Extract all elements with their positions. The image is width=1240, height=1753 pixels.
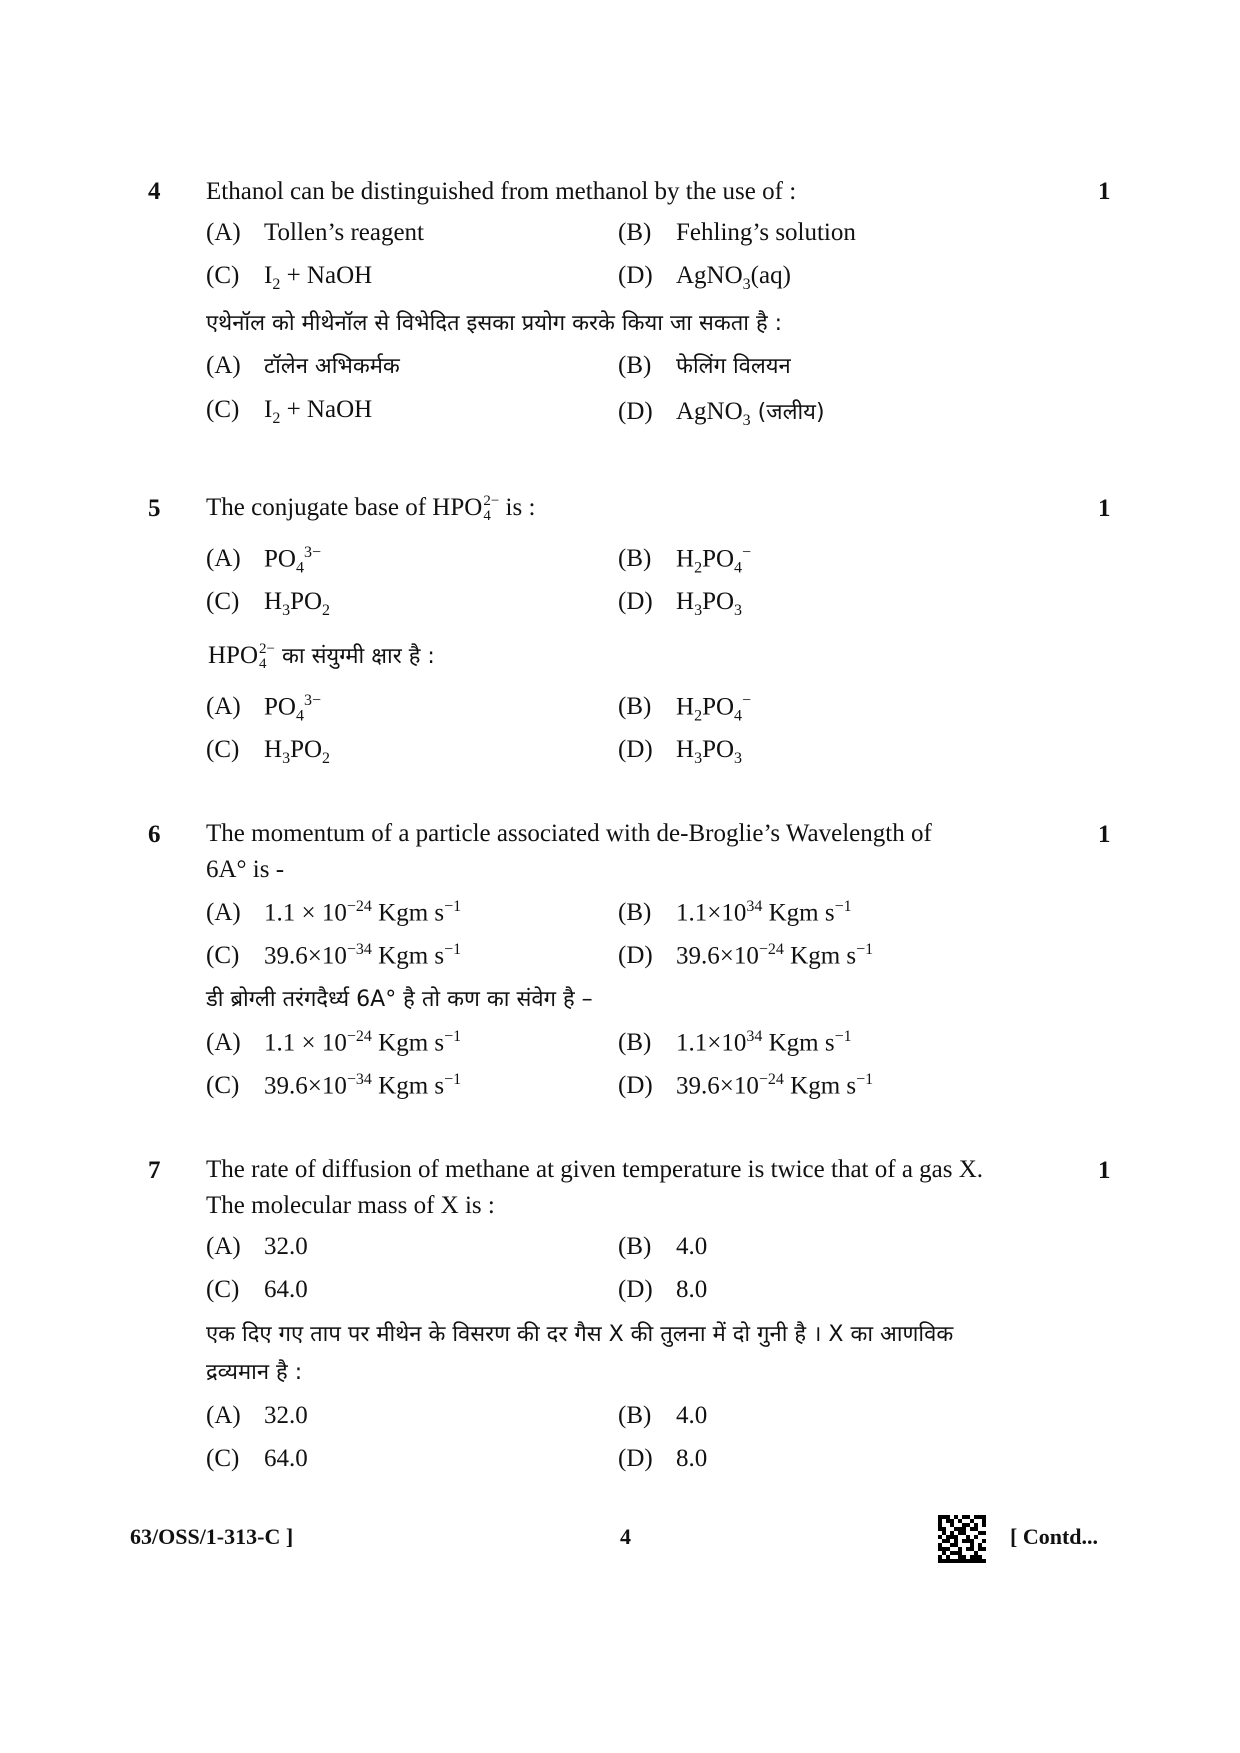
option-a-hindi: (A) टॉलेन अभिकर्मक (206, 352, 400, 379)
option-b-hindi: (B) $H_2PO_4^-$ (618, 692, 752, 725)
option-a-hindi: (A) $PO_4^{3-}$ (206, 692, 321, 725)
question-stem-hindi: HPO 2− 4 का संयुग्मी क्षार है : (208, 641, 435, 673)
option-c: (C) $H_3PO_2$ (206, 588, 331, 619)
option-d: (D) $39.6\times 10^{-24}$ Kgm $s^{-1}$ (618, 941, 874, 970)
option-d-hindi: (D) 8.0 (618, 1445, 708, 1472)
option-b: (B) $1.1\times 10^{34}$ Kgm $s^{-1}$ (618, 898, 852, 927)
question-marks: 1 (1098, 178, 1111, 205)
option-b: (B) $H_2PO_4^-$ (618, 544, 752, 577)
question-stem-english: The momentum of a particle associated with de-Broglie’s Wavelength of 6A° is - (206, 820, 932, 883)
option-b-hindi: (B) $1.1\times 10^{34}$ Kgm $s^{-1}$ (618, 1028, 852, 1057)
continued-label: [ Contd... (1010, 1524, 1099, 1549)
option-b-hindi: (B) फेलिंग विलयन (618, 352, 791, 379)
question-stem-english: The rate of diffusion of methane at given temperature is twice that of a gas X. The molecular mass of X is : (206, 1156, 984, 1219)
option-d: (D) $H_3PO_3$ (618, 588, 743, 619)
option-b: (B) Fehling’s solution (618, 219, 856, 246)
question-number: 4 (148, 178, 161, 205)
option-c-hindi: (C) $39.6\times 10^{-34}$ Kgm $s^{-1}$ (206, 1071, 462, 1100)
question-stem-hindi: एक दिए गए ताप पर मीथेन के विसरण की दर गैस X की तुलना में दो गुनी है । X का आणविक द्रव्यमान है : (206, 1322, 954, 1385)
question-stem-english: The conjugate base of HPO 2− 4 is : (206, 493, 536, 525)
option-d: (D) 8.0 (618, 1276, 708, 1303)
question-marks: 1 (1098, 1157, 1111, 1184)
option-d-hindi: (D) $39.6\times 10^{-24}$ Kgm $s^{-1}$ (618, 1071, 874, 1100)
question-number: 7 (148, 1157, 161, 1184)
option-a-hindi: (A) $1.1 \times 10^{-24}$ Kgm $s^{-1}$ (206, 1028, 462, 1057)
page-number: 4 (620, 1524, 631, 1549)
question-stem-english: Ethanol can be distinguished from methanol by the use of : (206, 178, 797, 205)
option-d-hindi: (D) $H_3PO_3$ (618, 736, 743, 767)
option-c: (C) $39.6\times 10^{-34}$ Kgm $s^{-1}$ (206, 941, 462, 970)
option-c: (C) 64.0 (206, 1276, 308, 1303)
option-a-hindi: (A) 32.0 (206, 1402, 308, 1429)
option-a: (A) $1.1 \times 10^{-24}$ Kgm $s^{-1}$ (206, 898, 462, 927)
qr-code-icon (938, 1515, 986, 1563)
option-b: (B) 4.0 (618, 1233, 708, 1260)
question-number: 5 (148, 495, 161, 522)
question-marks: 1 (1098, 821, 1111, 848)
paper-code: 63/OSS/1-313-C ] (130, 1524, 294, 1549)
option-a: (A) Tollen’s reagent (206, 219, 424, 246)
question-stem-hindi: डी ब्रोग्ली तरंगदैर्ध्य 6A° है तो कण का संवेग है – (206, 987, 593, 1012)
option-c-hindi: (C) 64.0 (206, 1445, 308, 1472)
option-c-hindi: (C) $H_3PO_2$ (206, 736, 331, 767)
question-marks: 1 (1098, 495, 1111, 522)
option-a: (A) 32.0 (206, 1233, 308, 1260)
option-c: (C) $I_2$ + NaOH (206, 262, 373, 293)
question-stem-hindi: एथेनॉल को मीथेनॉल से विभेदित इसका प्रयोग करके किया जा सकता है : (206, 311, 783, 336)
option-b-hindi: (B) 4.0 (618, 1402, 708, 1429)
option-a: (A) $PO_4^{3-}$ (206, 544, 321, 577)
option-d-hindi: (D) AgNO$_3$ (जलीय) (618, 398, 825, 429)
option-d: (D) AgNO$_3$(aq) (618, 262, 791, 293)
option-c-hindi: (C) $I_2$ + NaOH (206, 396, 373, 427)
question-number: 6 (148, 821, 161, 848)
